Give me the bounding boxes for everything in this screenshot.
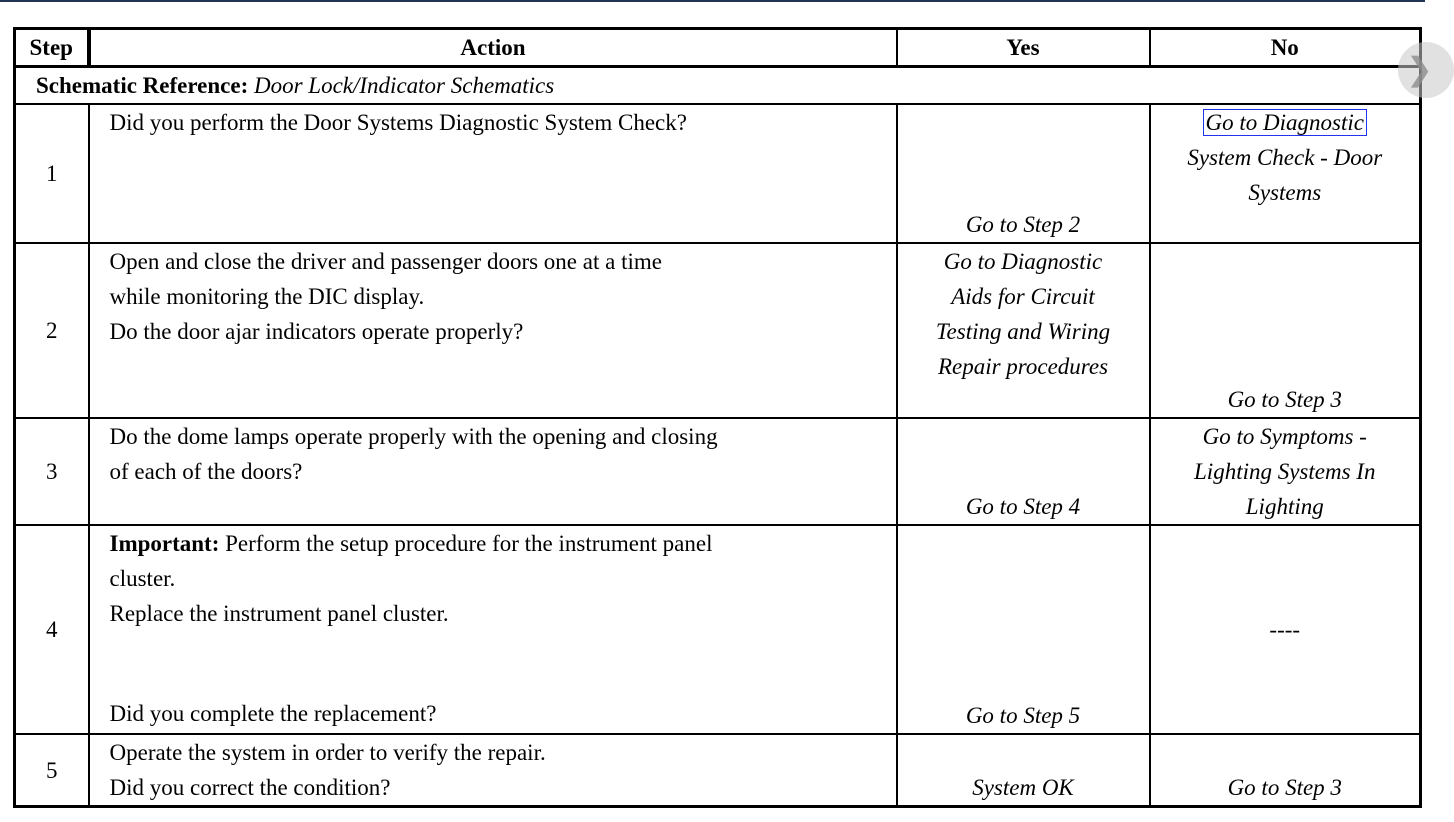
header-yes: Yes [897,29,1150,67]
action-text: Did you perform the Door Systems Diagnostic System Check? [109,110,687,135]
chevron-right-icon: ❯ [1406,50,1433,88]
diagnostic-link[interactable]: Go to Diagnostic [1205,110,1364,135]
step-number: 2 [15,243,89,418]
yes-cell[interactable]: Go to Step 4 [897,418,1150,525]
action-text: Did you correct the condition? [109,775,391,800]
step-number: 1 [15,104,89,243]
action-cell [89,734,897,807]
action-text: cluster. [109,566,176,591]
next-page-button[interactable] [1398,42,1454,98]
schematic-label: Schematic Reference: [36,73,249,98]
action-text: Operate the system in order to verify the repair. [109,740,546,765]
header-row [15,29,1421,67]
no-cell[interactable]: Go to Step 3 [1150,734,1421,807]
yes-cell[interactable]: Go to Step 5 [897,525,1150,734]
no-cell[interactable]: Go to Symptoms - Lighting Systems In Lighting [1150,418,1421,525]
action-text: Perform the setup procedure for the instrument panel [225,531,713,556]
action-text: Open and close the driver and passenger doors one at a time [109,249,662,274]
yes-cell[interactable]: Go to Diagnostic Aids for Circuit Testing and Wiring Repair procedures [897,243,1150,418]
diagnostic-table [13,27,1422,808]
table-row [15,418,1421,525]
header-action: Action [89,29,897,67]
action-text: Do the dome lamps operate properly with the opening and closing [109,424,718,449]
action-cell [89,418,897,525]
action-text: Do the door ajar indicators operate properly? [109,319,524,344]
step-number: 3 [15,418,89,525]
important-label: Important: [109,531,220,556]
header-step: Step [15,29,89,67]
action-cell [89,525,897,734]
schematic-link[interactable]: Door Lock/Indicator Schematics [253,73,555,98]
step-number: 4 [15,525,89,734]
schematic-reference [15,67,1421,105]
no-cell[interactable]: Go to Step 3 [1150,243,1421,418]
action-text: Did you complete the replacement? [109,701,437,726]
header-no: No [1150,29,1421,67]
table-row [15,243,1421,418]
action-cell [89,243,897,418]
action-text: while monitoring the DIC display. [109,284,425,309]
schematic-row [15,67,1421,105]
table-row [15,104,1421,243]
no-text[interactable]: System Check - Door Systems [1187,145,1383,205]
table-row [15,734,1421,807]
action-text: of each of the doors? [109,459,303,484]
no-cell: ---- [1150,525,1421,734]
table-row [15,525,1421,734]
action-cell [89,104,897,243]
no-cell[interactable] [1150,104,1421,243]
action-text: Replace the instrument panel cluster. [109,601,449,626]
yes-cell[interactable]: System OK [897,734,1150,807]
step-number: 5 [15,734,89,807]
window-top-border [0,0,1425,2]
yes-cell[interactable]: Go to Step 2 [897,104,1150,243]
